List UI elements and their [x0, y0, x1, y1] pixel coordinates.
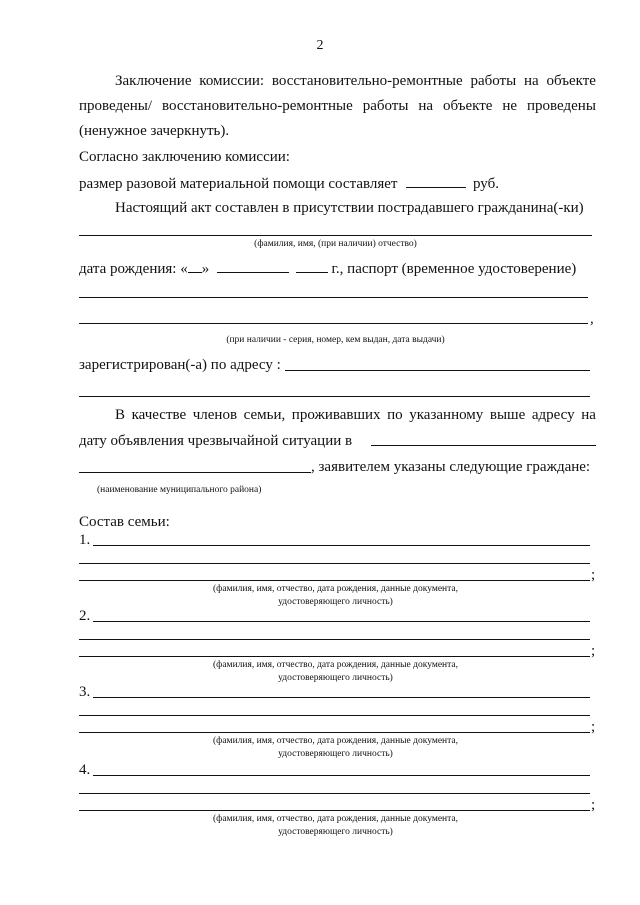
- word: не: [502, 98, 518, 114]
- caption-district: (наименование муниципального района): [97, 485, 262, 495]
- registered-line: [79, 356, 281, 374]
- member-field-1[interactable]: [93, 545, 590, 546]
- member-field-1[interactable]: [93, 697, 590, 698]
- word: комиссии:: [199, 73, 265, 89]
- word: восстановительно-ремонтные: [161, 98, 353, 114]
- word: на: [418, 98, 434, 114]
- district-field[interactable]: [79, 472, 311, 473]
- member-field-2[interactable]: [79, 715, 590, 716]
- member-end: ;: [591, 797, 596, 813]
- member-number: 1.: [79, 532, 91, 548]
- family-intro-line-3: , заявителем указаны следующие граждане:: [311, 459, 591, 475]
- word: адресу: [531, 407, 575, 423]
- member-end: ;: [591, 643, 596, 659]
- word: работы: [362, 98, 409, 114]
- according-text: Согласно заключению комиссии:: [79, 149, 290, 165]
- conclusion-line-3: (ненужное зачеркнуть).: [79, 123, 230, 139]
- member-caption-2: удостоверяющего личность): [278, 827, 393, 837]
- word: работы: [470, 73, 517, 89]
- word: членов: [192, 407, 238, 423]
- word: объекте: [546, 73, 596, 89]
- birth-line: [79, 259, 576, 278]
- victim-name-field[interactable]: [79, 235, 592, 236]
- passport-comma: ,: [590, 311, 594, 327]
- member-caption-2: удостоверяющего личность): [278, 673, 393, 683]
- word: восстановительно-ремонтные: [271, 73, 463, 89]
- member-field-3[interactable]: [79, 656, 590, 657]
- member-caption-2: удостоверяющего личность): [278, 749, 393, 759]
- family-intro-line-1: [115, 406, 596, 424]
- word: Заключение: [115, 73, 192, 89]
- word: по: [387, 407, 403, 423]
- registered-label: зарегистрирован(-а) по адресу :: [79, 357, 281, 373]
- member-field-2[interactable]: [79, 793, 590, 794]
- aid-amount-prefix: размер разовой материальной помощи составляет: [79, 176, 398, 192]
- caption-fio: (фамилия, имя, (при наличии) отчество): [254, 239, 417, 249]
- word: В: [115, 407, 126, 423]
- birth-month-field[interactable]: [217, 259, 289, 273]
- member-field-1[interactable]: [93, 621, 590, 622]
- member-caption-2: удостоверяющего личность): [278, 597, 393, 607]
- birth-day-field[interactable]: [188, 259, 202, 273]
- member-field-2[interactable]: [79, 563, 590, 564]
- member-caption-1: (фамилия, имя, отчество, дата рождения, данные документа,: [213, 814, 458, 824]
- member-field-3[interactable]: [79, 810, 590, 811]
- word: проживавших: [291, 407, 381, 423]
- word: проведены: [527, 98, 596, 114]
- conclusion-line-2: [79, 97, 596, 115]
- member-caption-1: (фамилия, имя, отчество, дата рождения, данные документа,: [213, 584, 458, 594]
- member-field-3[interactable]: [79, 580, 590, 581]
- passport-field-2[interactable]: [79, 323, 588, 324]
- emergency-date-field[interactable]: [371, 445, 596, 446]
- passport-field-1[interactable]: [79, 297, 588, 298]
- member-number: 2.: [79, 608, 91, 624]
- word: выше: [489, 407, 526, 423]
- aid-amount-line: [79, 174, 499, 193]
- word: качестве: [131, 407, 187, 423]
- member-field-2[interactable]: [79, 639, 590, 640]
- address-field-1[interactable]: [285, 370, 590, 371]
- member-field-1[interactable]: [93, 775, 590, 776]
- birth-year-field[interactable]: [296, 259, 328, 273]
- family-heading: Состав семьи:: [79, 514, 170, 530]
- word: указанному: [409, 407, 484, 423]
- member-number: 3.: [79, 684, 91, 700]
- word: на: [524, 73, 539, 89]
- page-number: 2: [316, 38, 324, 53]
- birth-mid: »: [201, 261, 210, 277]
- act-statement: Настоящий акт составлен в присутствии пострадавшего гражданина(-ки): [115, 200, 584, 216]
- member-number: 4.: [79, 762, 91, 778]
- word: семьи,: [243, 407, 286, 423]
- birth-year-suffix: г., паспорт (временное удостоверение): [331, 261, 577, 277]
- member-end: ;: [591, 719, 596, 735]
- member-caption-1: (фамилия, имя, отчество, дата рождения, данные документа,: [213, 660, 458, 670]
- member-field-3[interactable]: [79, 732, 590, 733]
- address-field-2[interactable]: [79, 396, 590, 397]
- birth-prefix: дата рождения: «: [79, 261, 188, 277]
- aid-amount-field[interactable]: [406, 174, 466, 188]
- member-caption-1: (фамилия, имя, отчество, дата рождения, данные документа,: [213, 736, 458, 746]
- conclusion-line-1: [115, 72, 596, 90]
- word: на: [581, 407, 596, 423]
- member-end: ;: [591, 567, 596, 583]
- family-intro-line-2: дату объявления чрезвычайной ситуации в: [79, 433, 353, 449]
- aid-amount-suffix: руб.: [472, 176, 499, 192]
- word: объекте: [442, 98, 493, 114]
- word: проведены/: [79, 98, 153, 114]
- caption-passport: (при наличии - серия, номер, кем выдан, дата выдачи): [226, 335, 445, 345]
